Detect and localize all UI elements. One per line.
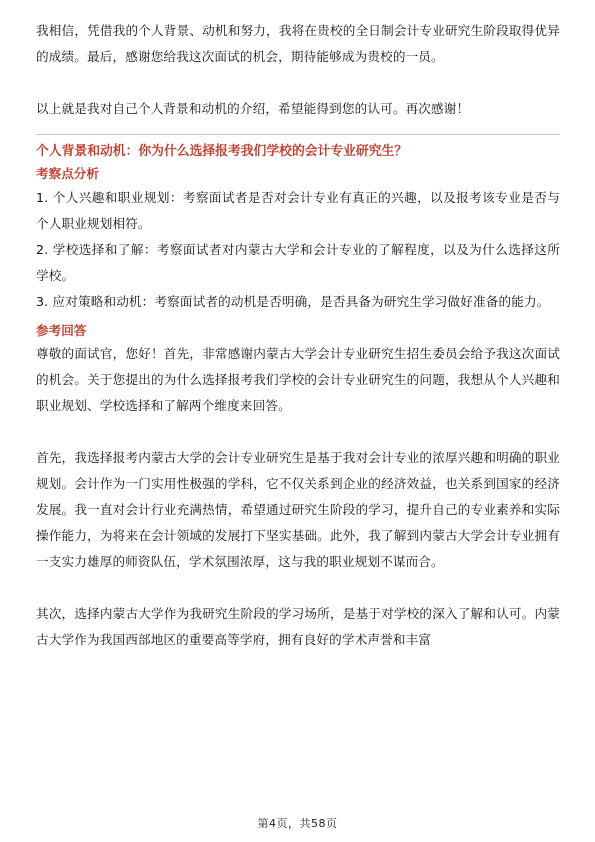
paragraph-gap xyxy=(36,575,560,601)
analysis-item-2: 2. 学校选择和了解：考察面试者对内蒙古大学和会计专业的了解程度，以及为什么选择这所学校。 xyxy=(36,242,560,283)
analysis-heading: 考察点分析 xyxy=(36,166,99,181)
page-number: 第4页，共58页 xyxy=(257,817,338,830)
analysis-item-1: 1. 个人兴趣和职业规划：考察面试者是否对会计专业有真正的兴趣，以及报考该专业是否与个人职业规划相符。 xyxy=(36,190,560,231)
intro-paragraph-1: 我相信，凭借我的个人背景、动机和努力，我将在贵校的全日制会计专业研究生阶段取得优异的成绩。最后，感谢您给我这次面试的机会，期待能够成为贵校的一员。 xyxy=(36,23,560,64)
page-content xyxy=(36,18,560,653)
paragraph-gap xyxy=(36,70,560,96)
answer-paragraph-3: 其次，选择内蒙古大学作为我研究生阶段的学习场所，是基于对学校的深入了解和认可。内蒙古大学作为我国西部地区的重要高等学府，拥有良好的学术声誉和丰富 xyxy=(36,606,560,647)
answer-paragraph-2: 首先，我选择报考内蒙古大学的会计专业研究生是基于我对会计专业的浓厚兴趣和明确的职业规划。会计作为一门实用性极强的学科，它不仅关系到企业的经济效益，也关系到国家的经济发展。我一直对会计行业充满热情，希望通过研究生阶段的学习，提升自己的专业素养和实际操作能力，为将来在会计领域的发展打下坚实基础。此外，我了解到内蒙古大学会计专业拥有一支实力雄厚的师资队伍，学术氛围浓厚，这与我的职业规划不谋而合。 xyxy=(36,450,560,569)
intro-paragraph-2: 以上就是我对自己个人背景和动机的介绍，希望能得到您的认可。再次感谢！ xyxy=(36,101,470,116)
analysis-item-3: 3. 应对策略和动机：考察面试者的动机是否明确，是否具备为研究生学习做好准备的能力。 xyxy=(36,294,550,309)
answer-heading: 参考回答 xyxy=(36,323,87,338)
answer-paragraph-1: 尊敬的面试官，您好！首先，非常感谢内蒙古大学会计专业研究生招生委员会给予我这次面试的机会。关于您提出的为什么选择报考我们学校的会计专业研究生的问题，我想从个人兴趣和职业规划、学校选择和了解两个维度来回答。 xyxy=(36,346,560,413)
section-divider xyxy=(36,134,560,135)
paragraph-gap xyxy=(36,419,560,445)
question-title: 个人背景和动机：你为什么选择报考我们学校的会计专业研究生？ xyxy=(36,144,408,159)
